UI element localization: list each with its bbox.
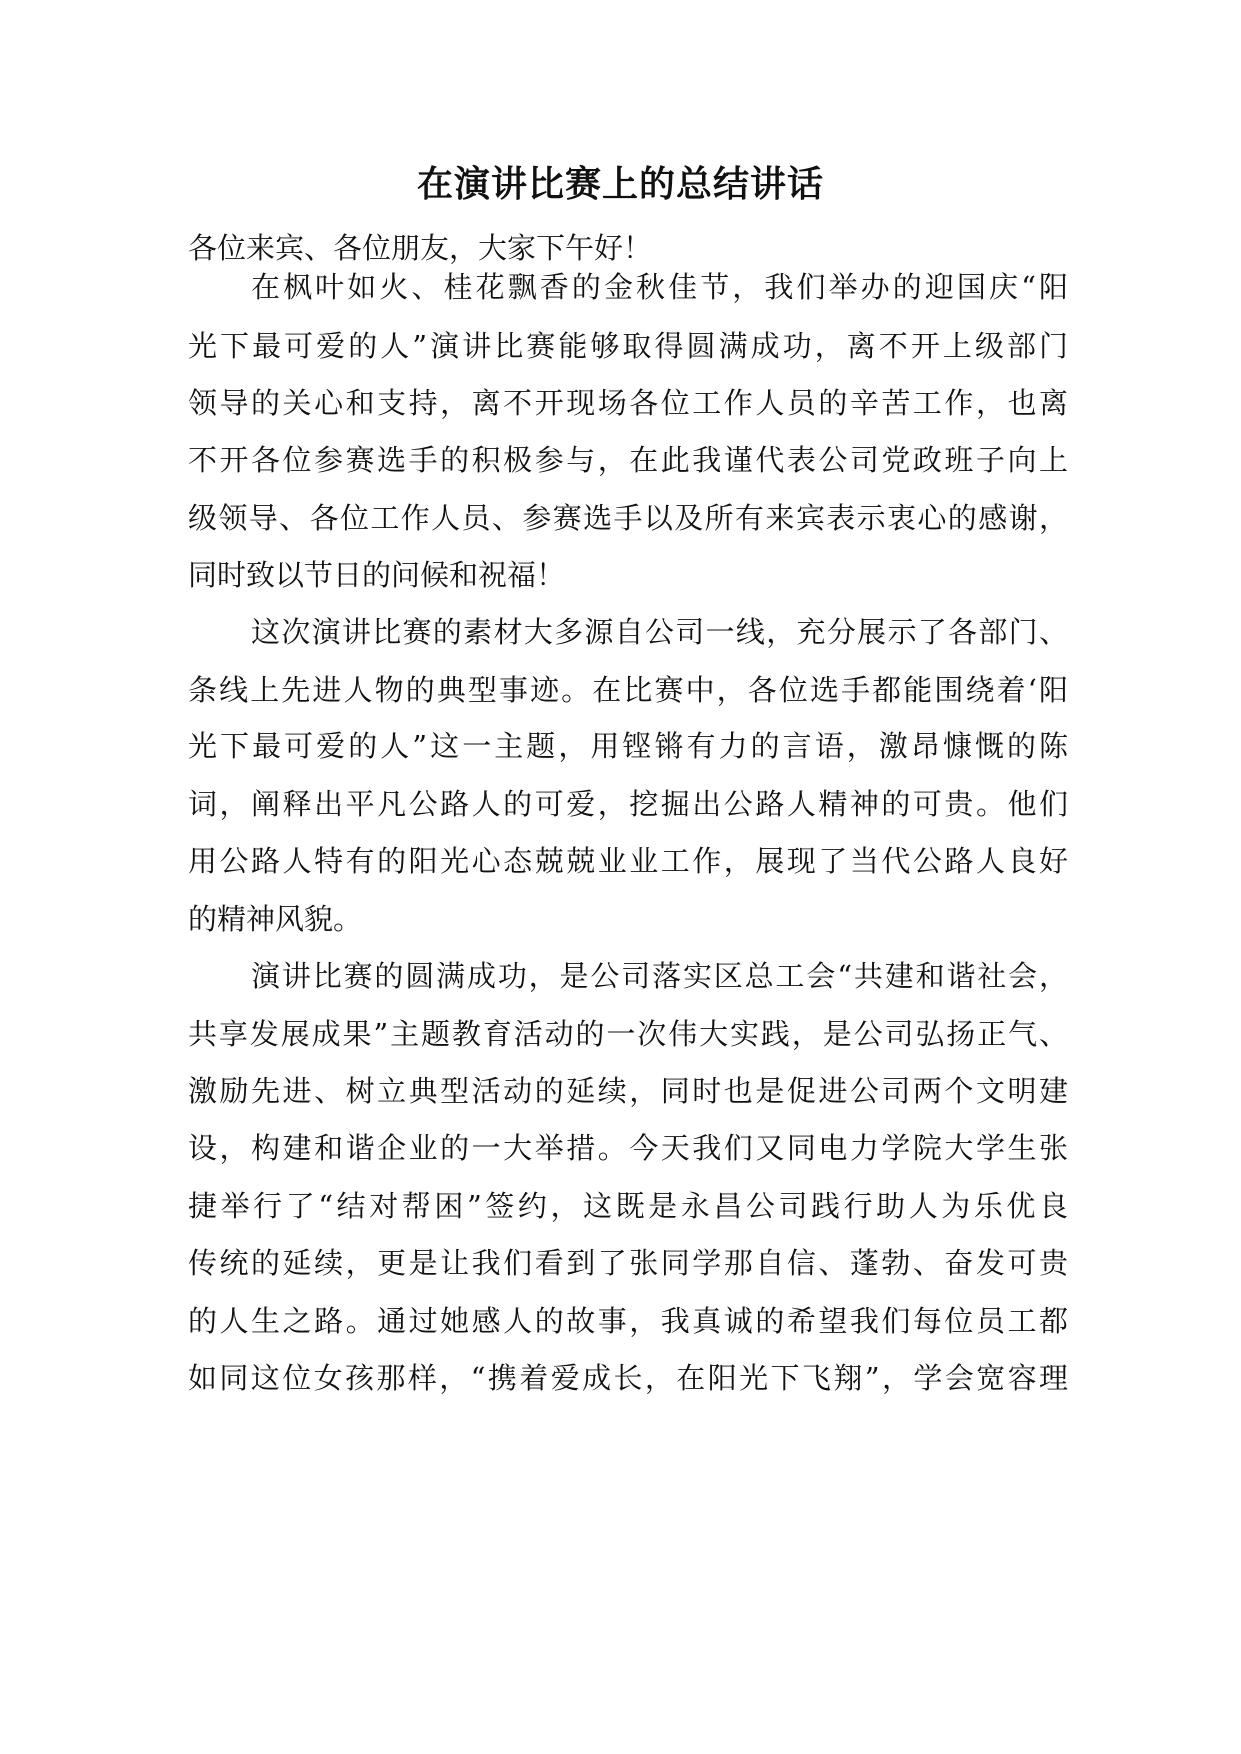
text-line: 演讲比赛的圆满成功，是公司落实区总工会“共建和谐社会，: [251, 959, 1068, 993]
text-line: 捷举行了“结对帮困”签约，这既是永昌公司践行助人为乐优良: [188, 1189, 1068, 1223]
text-line: 光下最可爱的人”演讲比赛能够取得圆满成功，离不开上级部门: [188, 329, 1068, 363]
text-line: 在枫叶如火、桂花飘香的金秋佳节，我们举办的迎国庆“阳: [251, 270, 1068, 304]
text-line: 级领导、各位工作人员、参赛选手以及所有来宾表示衷心的感谢，: [188, 501, 1068, 535]
text-line: 用公路人特有的阳光心态兢兢业业工作，展现了当代公路人良好: [188, 844, 1068, 878]
text-line: 共享发展成果”主题教育活动的一次伟大实践，是公司弘扬正气、: [188, 1017, 1068, 1051]
text-line: 不开各位参赛选手的积极参与，在此我谨代表公司党政班子向上: [188, 443, 1068, 477]
text-line: 光下最可爱的人”这一主题，用铿锵有力的言语，激昂慷慨的陈: [188, 729, 1068, 763]
text-line: 传统的延续，更是让我们看到了张同学那自信、蓬勃、奋发可贵: [188, 1246, 1068, 1280]
text-line: 词，阐释出平凡公路人的可爱，挖掘出公路人精神的可贵。他们: [188, 787, 1068, 821]
text-line: 领导的关心和支持，离不开现场各位工作人员的辛苦工作，也离: [188, 386, 1068, 420]
text-line: 条线上先进人物的典型事迹。在比赛中，各位选手都能围绕着‘阳: [188, 673, 1068, 707]
text-line: 的人生之路。通过她感人的故事，我真诚的希望我们每位员工都: [188, 1304, 1068, 1338]
text-line: 的精神风貌。: [188, 902, 363, 936]
text-line: 如同这位女孩那样，“携着爱成长，在阳光下飞翔”，学会宽容理: [188, 1361, 1068, 1395]
text-line: 同时致以节日的问候和祝福！: [188, 558, 566, 592]
text-line: 这次演讲比赛的素材大多源自公司一线，充分展示了各部门、: [251, 615, 1068, 649]
text-line: 激励先进、树立典型活动的延续，同时也是促进公司两个文明建: [188, 1074, 1068, 1108]
text-line: 设，构建和谐企业的一大举措。今天我们又同电力学院大学生张: [188, 1131, 1068, 1165]
document-title: 在演讲比赛上的总结讲话: [416, 163, 824, 205]
greeting-line: 各位来宾、各位朋友，大家下午好！: [188, 231, 653, 265]
